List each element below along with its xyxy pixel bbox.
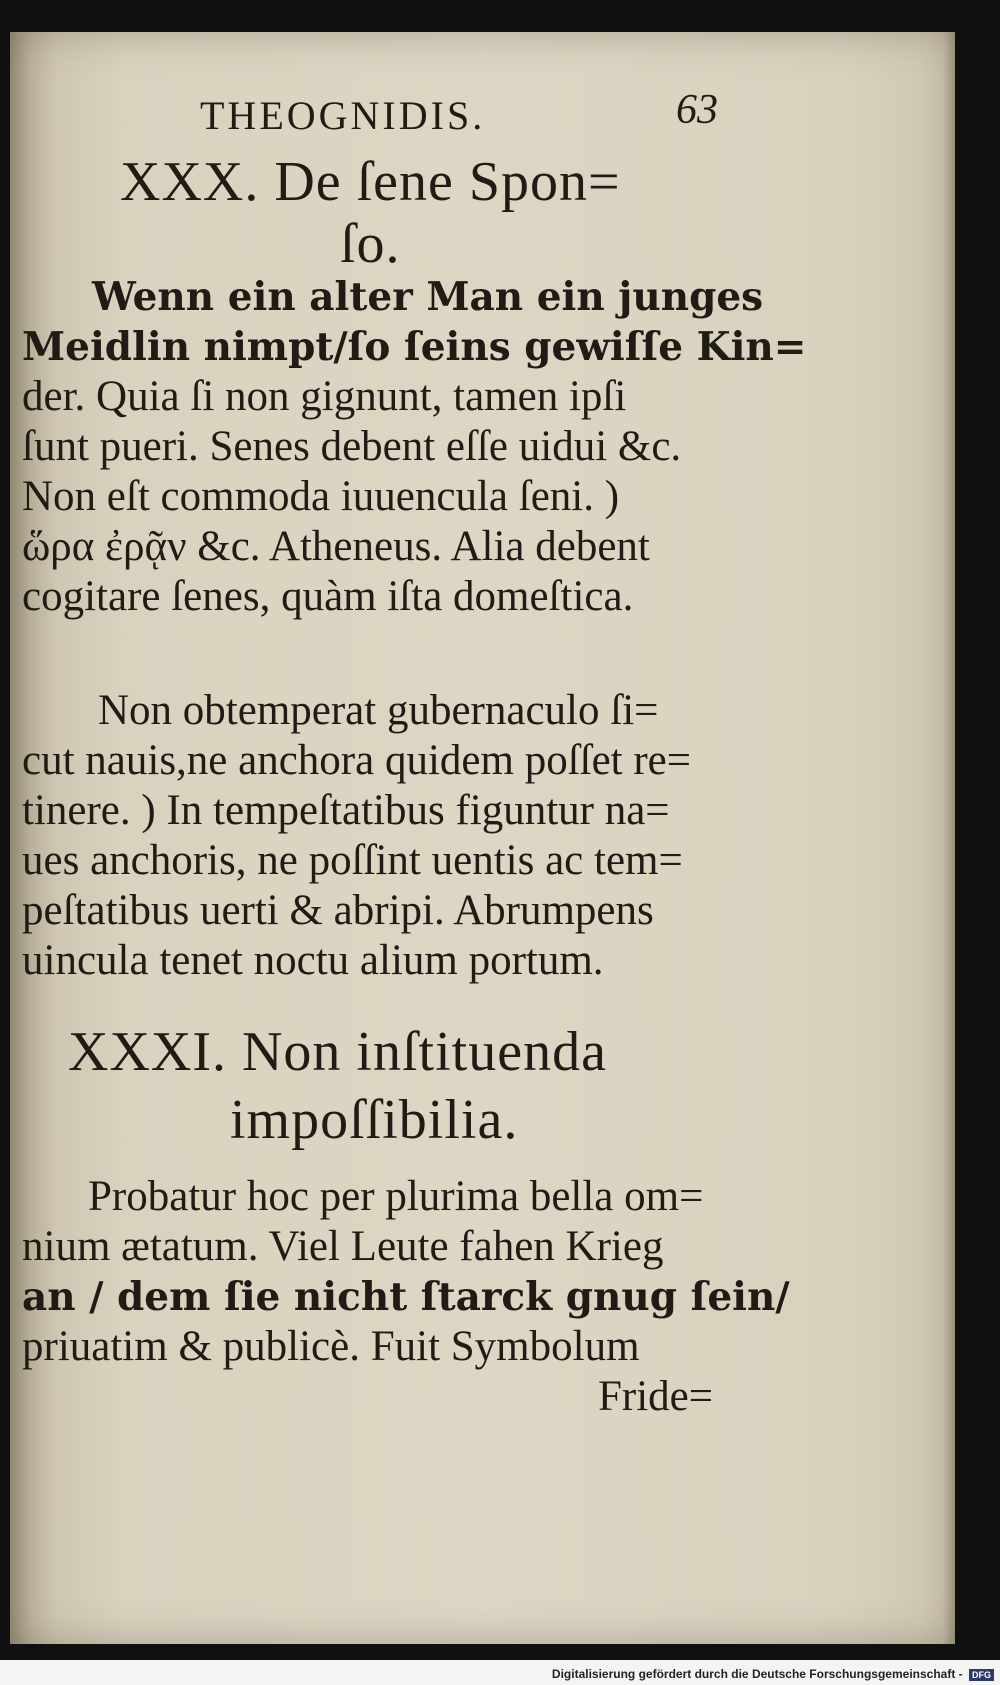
section-heading-xxx-line-1: XXX. De ſene Spon=: [120, 151, 621, 213]
body-line: Non eſt commoda iuuencula ſeni. ): [22, 473, 620, 520]
catchword: Fride=: [598, 1373, 714, 1420]
digitization-credit: [552, 1667, 994, 1681]
body-line: ues anchoris, ne poſſint uentis ac tem=: [22, 837, 683, 884]
body-line: priuatim & publicè. Fuit Symbolum: [22, 1323, 640, 1370]
credit-text: Digitalisierung gefördert durch die Deutsche Forschungsgemeinschaft -: [551, 1667, 963, 1681]
page-number: 63: [676, 87, 718, 133]
body-line: ſunt pueri. Senes debent eſſe uidui &c.: [22, 423, 682, 470]
body-line: ὥρα ἐρᾷν &c. Atheneus. Alia debent: [22, 523, 650, 570]
body-line: Meidlin nimpt/ſo ſeins gewiſſe Kin=: [22, 324, 807, 370]
body-line: cogitare ſenes, quàm iſta domeſtica.: [22, 573, 634, 620]
body-line: Probatur hoc per plurima bella om=: [88, 1173, 704, 1220]
section-heading-xxxi-line-2: impoſſibilia.: [230, 1089, 519, 1151]
body-line: Non obtemperat gubernaculo ſi=: [98, 687, 659, 734]
dfg-logo: DFG: [969, 1669, 994, 1681]
body-line: peſtatibus uerti & abripi. Abrumpens: [22, 887, 654, 934]
body-line: Wenn ein alter Man ein junges: [92, 274, 764, 320]
body-line: uincula tenet noctu alium portum.: [22, 937, 604, 984]
body-line: cut nauis,ne anchora quidem poſſet re=: [22, 737, 692, 784]
section-heading-xxxi-line-1: XXXI. Non inſtituenda: [68, 1021, 607, 1083]
section-heading-xxx-line-2: ſo.: [340, 213, 401, 275]
body-line: tinere. ) In tempeſtatibus figuntur na=: [22, 787, 670, 834]
page-edge: [943, 32, 955, 1644]
body-line: an / dem ſie nicht ſtarck gnug ſein/: [22, 1274, 790, 1320]
body-line: der. Quia ſi non gignunt, tamen ipſi: [22, 373, 627, 420]
body-line: nium ætatum. Viel Leute fahen Krieg: [22, 1223, 664, 1270]
running-head: THEOGNIDIS.: [200, 93, 486, 138]
